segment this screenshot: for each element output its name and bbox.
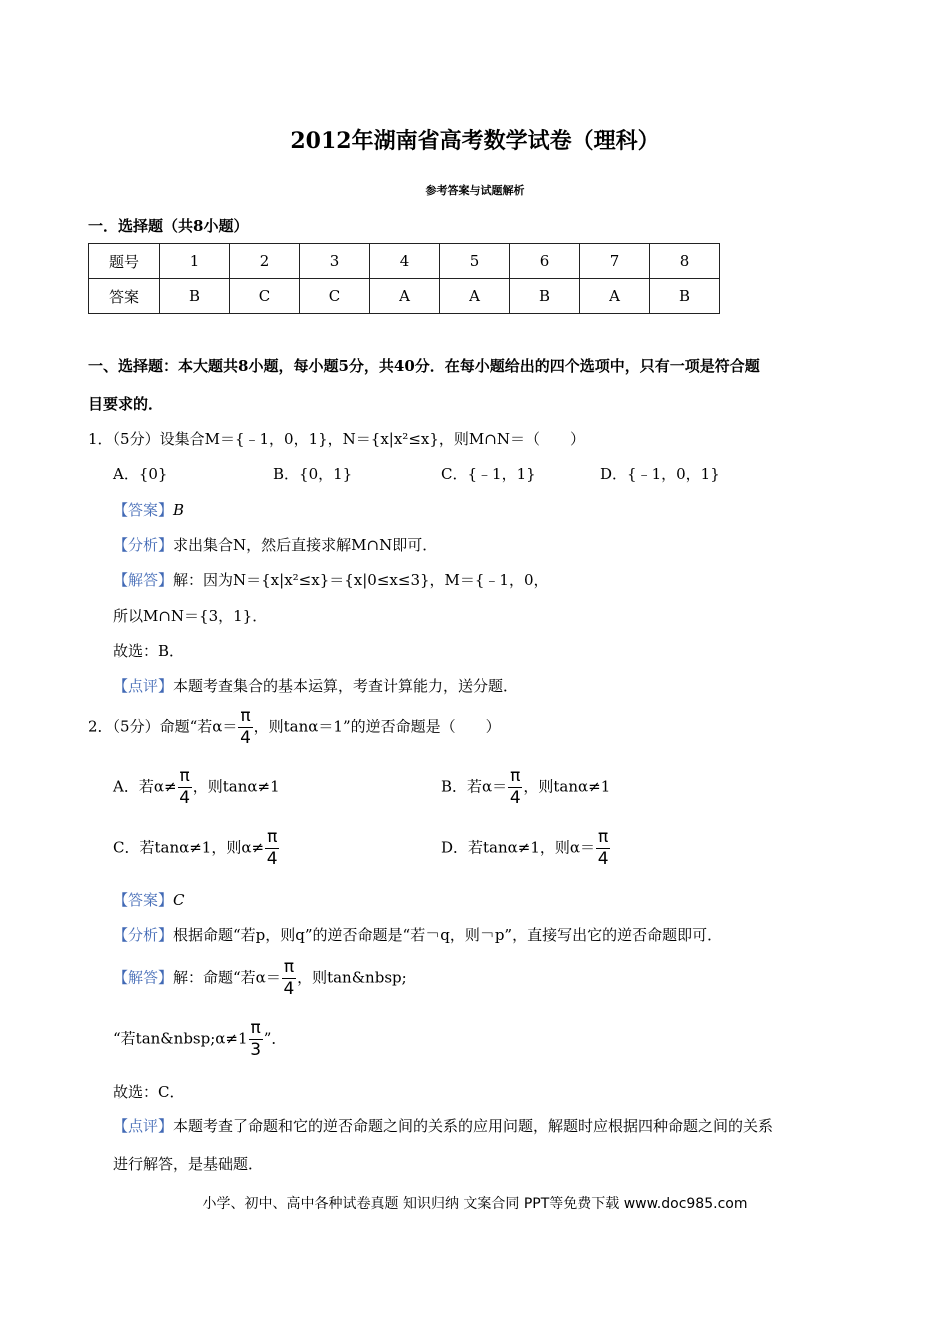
analysis-tag: 【分析】 xyxy=(113,926,174,944)
q1-option-d: D．{﹣1，0，1} xyxy=(600,465,720,483)
table-cell: B xyxy=(510,279,580,314)
q2-stem-pre: 2．（5分）命题“若α＝ xyxy=(88,717,238,736)
q1-option-b: B．{0，1} xyxy=(273,465,353,483)
table-cell: A xyxy=(580,279,650,314)
table-cell: B xyxy=(650,279,720,314)
q1-option-a: A．{0} xyxy=(113,465,168,483)
table-cell: 答案 xyxy=(89,279,160,314)
pi-over-4-fraction: $\frac{\pi}{4}$ xyxy=(179,766,191,808)
q1-analysis xyxy=(113,534,437,555)
answer-tag: 【答案】 xyxy=(113,501,174,519)
comment-text: 本题考查了命题和它的逆否命题之间的关系的应用问题，解题时应根据四种命题之间的关系 xyxy=(173,1117,774,1135)
q2-choice: 故选：C． xyxy=(113,1083,185,1101)
q2-analysis xyxy=(113,924,722,945)
q1-stem: 1．（5分）设集合M＝{﹣1，0，1}，N＝{x|x²≤x}，则M∩N＝（ ） xyxy=(88,430,585,448)
answer-tag: 【答案】 xyxy=(113,891,174,909)
table-cell: 1 xyxy=(160,244,230,279)
table-cell: 3 xyxy=(300,244,370,279)
page-footer: 小学、初中、高中各种试卷真题 知识归纳 文案合同 PPT等免费下载 www.doc985.com xyxy=(202,1196,748,1212)
section-header: 一．选择题（共8小题） xyxy=(88,217,249,235)
analysis-text: 求出集合N，然后直接求解M∩N即可． xyxy=(173,536,438,554)
table-cell: 8 xyxy=(650,244,720,279)
q2-option-d: D．若tanα≠1，则α＝ $\frac{\pi}{4}$ xyxy=(441,827,609,869)
table-cell: C xyxy=(300,279,370,314)
instructions-line2: 目要求的． xyxy=(88,395,164,413)
table-row xyxy=(89,279,720,314)
answer-value: B xyxy=(173,501,185,519)
table-cell: 4 xyxy=(370,244,440,279)
q1-solution-line2: 所以M∩N＝{3，1}． xyxy=(113,607,268,625)
page-subtitle: 参考答案与试题解析 xyxy=(425,184,525,197)
q2-comment xyxy=(113,1115,773,1136)
q2-option-c: C．若tanα≠1，则α≠ $\frac{\pi}{4}$ xyxy=(113,827,278,869)
table-cell: 6 xyxy=(510,244,580,279)
instructions-line1: 一、选择题：本大题共8小题，每小题5分，共40分．在每小题给出的四个选项中，只有一项是符合题 xyxy=(88,357,760,375)
pi-over-4-fraction: $\frac{\pi}{4}$ xyxy=(597,827,609,869)
q2-option-a: A．若α≠ $\frac{\pi}{4}$ ，则tanα≠1 xyxy=(113,766,280,808)
table-cell: 题号 xyxy=(89,244,160,279)
q2-stem-post: ，则tanα＝1”的逆否命题是（ ） xyxy=(253,717,501,736)
table-cell: 7 xyxy=(580,244,650,279)
pi-over-4-fraction: $\frac{\pi}{4}$ xyxy=(509,766,521,808)
page-title: 2012年湖南省高考数学试卷（理科） xyxy=(290,128,660,154)
q1-answer xyxy=(113,499,184,520)
q1-option-c: C．{﹣1，1} xyxy=(441,465,536,483)
solution-tag: 【解答】 xyxy=(113,571,174,589)
q2-solution: 【解答】解：命题“若α＝ $\frac{\pi}{4}$ ，则tan&nbsp; xyxy=(113,957,407,999)
answer-table xyxy=(88,243,720,314)
q1-solution xyxy=(113,569,549,590)
analysis-tag: 【分析】 xyxy=(113,536,174,554)
table-cell: C xyxy=(230,279,300,314)
comment-tag: 【点评】 xyxy=(113,677,174,695)
analysis-text: 根据命题“若p，则q”的逆否命题是“若￢q，则￢p”，直接写出它的逆否命题即可． xyxy=(173,926,723,944)
solution-tag: 【解答】 xyxy=(113,968,174,987)
table-row xyxy=(89,244,720,279)
solution-text: 解：因为N＝{x|x²≤x}＝{x|0≤x≤3}，M＝{﹣1，0， xyxy=(173,571,549,589)
comment-text: 本题考查集合的基本运算，考查计算能力，送分题． xyxy=(173,677,519,695)
comment-tag: 【点评】 xyxy=(113,1117,174,1135)
table-cell: A xyxy=(370,279,440,314)
q1-choice: 故选：B． xyxy=(113,642,185,660)
q2-comment-line2: 进行解答，是基础题． xyxy=(113,1155,264,1173)
pi-over-4-fraction: $\frac{\pi}{4}$ xyxy=(240,706,251,748)
table-cell: B xyxy=(160,279,230,314)
pi-over-4-fraction: $\frac{\pi}{4}$ xyxy=(266,827,278,869)
table-cell: A xyxy=(440,279,510,314)
q2-answer xyxy=(113,889,185,910)
pi-over-3-fraction: $\frac{\pi}{3}$ xyxy=(250,1018,262,1060)
table-cell: 2 xyxy=(230,244,300,279)
answer-value: C xyxy=(173,891,185,909)
q2-solution-line2: “若tan&nbsp;α≠1 $\frac{\pi}{3}$ ”． xyxy=(113,1018,287,1060)
q2-stem xyxy=(88,708,501,747)
table-cell: 5 xyxy=(440,244,510,279)
pi-over-4-fraction: $\frac{\pi}{4}$ xyxy=(283,957,295,999)
q2-option-b: B．若α＝ $\frac{\pi}{4}$ ，则tanα≠1 xyxy=(441,766,611,808)
q1-comment xyxy=(113,675,518,696)
